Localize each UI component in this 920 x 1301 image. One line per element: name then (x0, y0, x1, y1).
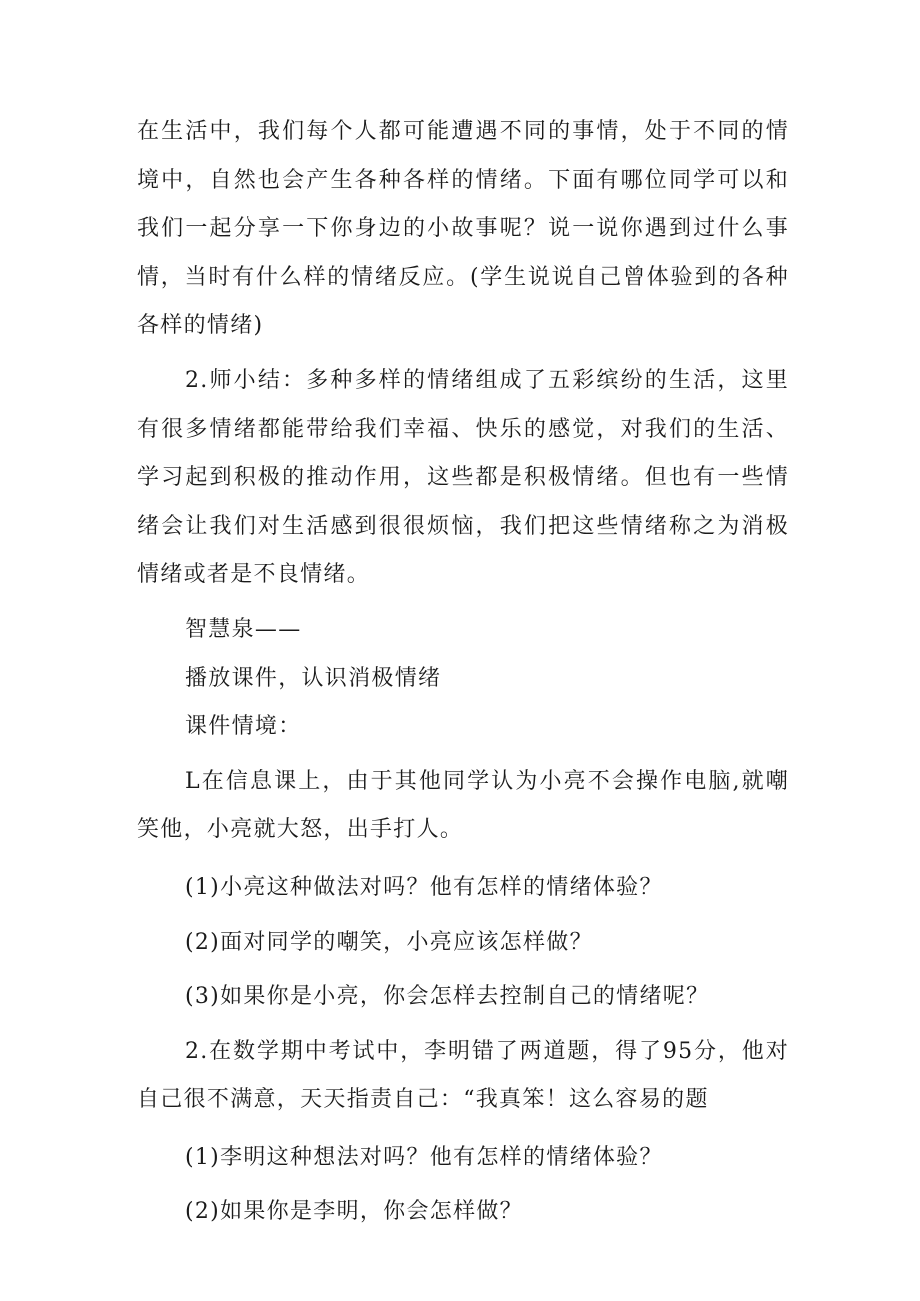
question-2-1: (1)李明这种想法对吗？他有怎样的情绪体验？ (185, 1144, 663, 1170)
question-1-2: (2)面对同学的嘲笑，小亮应该怎样做？ (185, 929, 593, 955)
question-1-1: (1)小亮这种做法对吗？他有怎样的情绪体验？ (185, 874, 663, 900)
document-page (137, 108, 789, 1237)
heading-wisdom-spring: 智慧泉—— (185, 616, 302, 642)
question-1-3: (3)如果你是小亮，你会怎样去控制自己的情绪呢？ (185, 984, 710, 1010)
paragraph-scenario-2: 2.在数学期中考试中，李明错了两道题，得了95分，他对自己很不满意，天天指责自己：“我真笨！这么容易的题 (137, 1038, 789, 1113)
line-courseware-scenario: 课件情境： (185, 714, 302, 740)
paragraph-teacher-summary: 2.师小结：多种多样的情绪组成了五彩缤纷的生活，这里有很多情绪都能带给我们幸福、快乐的感觉，对我们的生活、学习起到积极的推动作用，这些都是积极情绪。但也有一些情绪会让我们对生活感到很很烦恼，我们把这些情绪称之为消极情绪或者是不良情绪。 (137, 367, 789, 588)
question-2-2: (2)如果你是李明，你会怎样做？ (185, 1199, 523, 1225)
line-play-courseware: 播放课件，认识消极情绪 (185, 665, 442, 691)
paragraph-scenario-1: L在信息课上，由于其他同学认为小亮不会操作电脑,就嘲笑他，小亮就大怒，出手打人。 (137, 768, 789, 843)
paragraph-intro: 在生活中，我们每个人都可能遭遇不同的事情，处于不同的情境中，自然也会产生各种各样的情绪。下面有哪位同学可以和我们一起分享一下你身边的小故事呢？说一说你遇到过什么事情，当时有什么样的情绪反应。(学生说说自己曾体验到的各种各样的情绪) (137, 119, 789, 339)
